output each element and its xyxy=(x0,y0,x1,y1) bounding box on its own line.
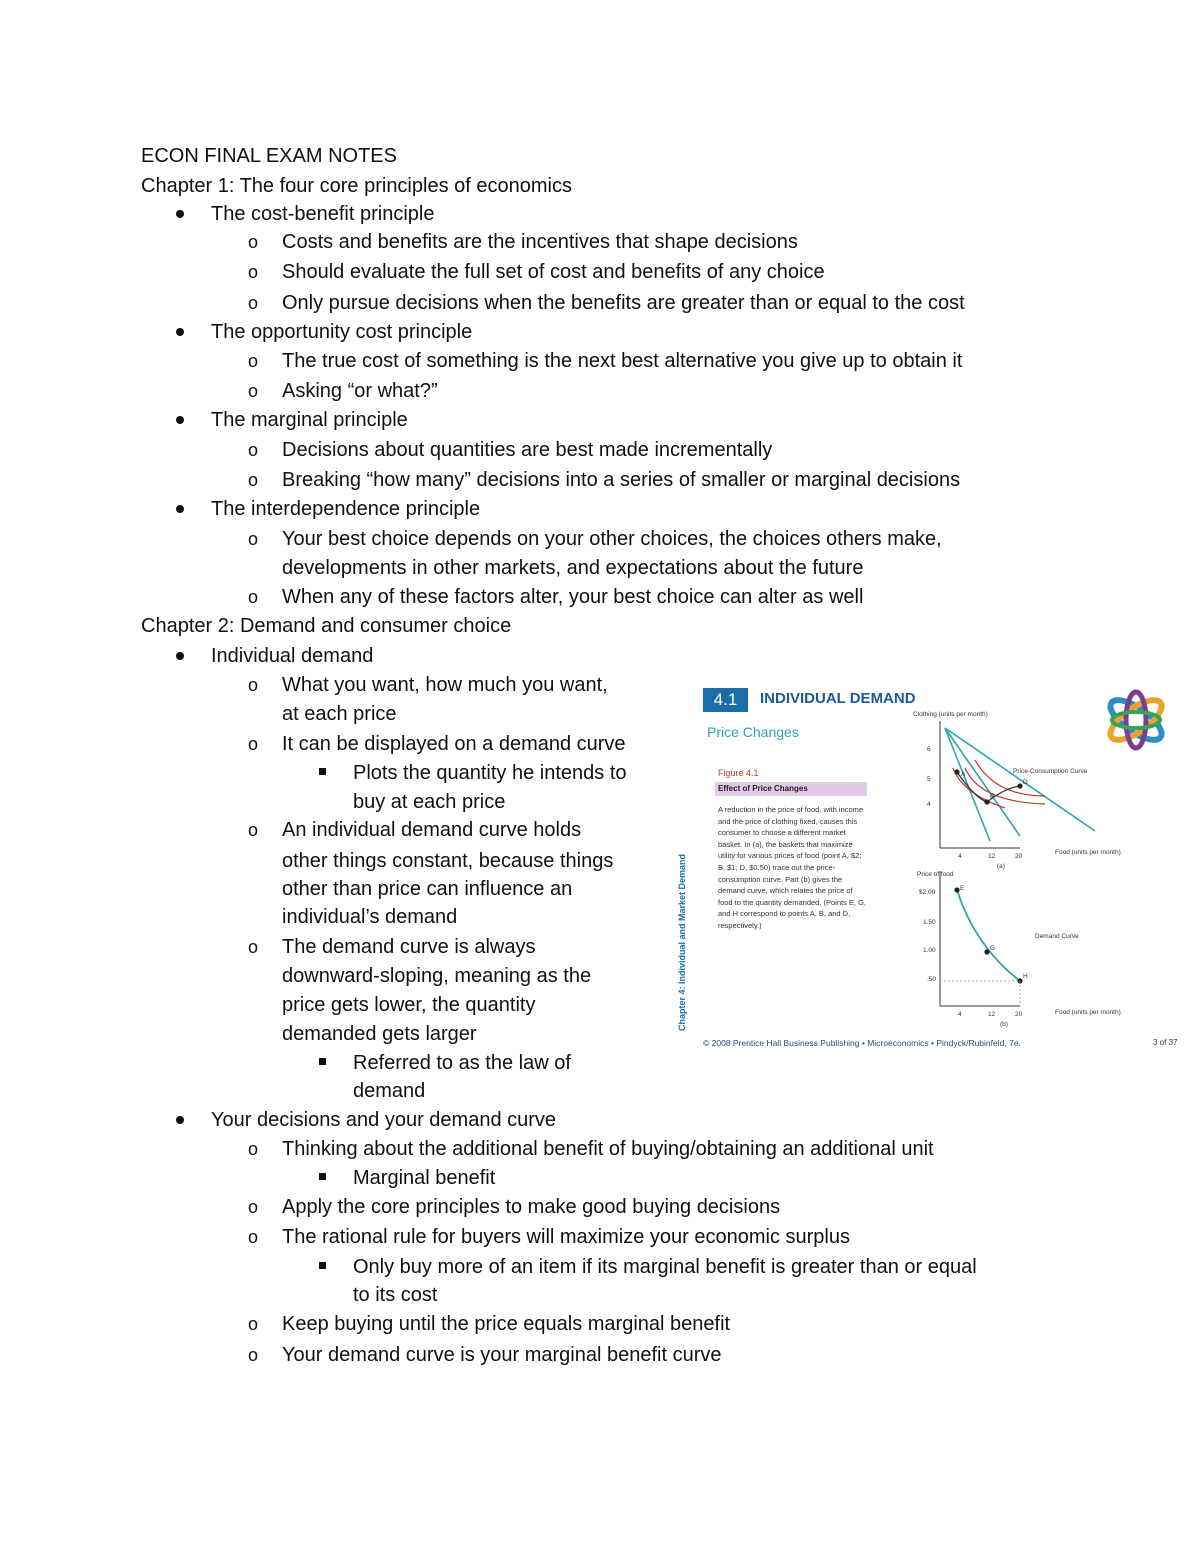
slide-page-number: 3 of 37 xyxy=(1153,1038,1178,1047)
bottom-x-tick: 20 xyxy=(1015,1011,1023,1018)
circle-bullet-icon: o xyxy=(248,232,259,252)
list-item: Your demand curve is your marginal benefit curve xyxy=(282,1344,722,1366)
list-item: When any of these factors alter, your best choice can alter as well xyxy=(282,586,864,608)
bullet-icon xyxy=(176,1116,184,1124)
list-item: Costs and benefits are the incentives that shape decisions xyxy=(282,231,798,253)
slide-title: INDIVIDUAL DEMAND xyxy=(760,690,916,707)
bottom-y-tick: 1.00 xyxy=(923,947,936,954)
circle-bullet-icon: o xyxy=(248,820,259,840)
figure-title: Effect of Price Changes xyxy=(715,782,867,796)
point-b-label: B xyxy=(990,793,995,800)
list-item: Your decisions and your demand curve xyxy=(211,1109,557,1131)
figure-caption: A reduction in the price of food, with income and the price of clothing fixed, causes this consumer to choose a different market basket. In (a), the baskets that maximize utility for various prices of food (point A, $2; B, $1; D, $0.50) trace out the price-consumption curve. Part (b) gives the demand curve, which relates the price of food to the quantity demanded. (Points E, G, and H correspond to points A, B, and D, respectively.) xyxy=(718,805,867,930)
circle-bullet-icon: o xyxy=(248,1139,259,1159)
list-item: The marginal principle xyxy=(211,409,408,431)
circle-bullet-icon: o xyxy=(248,1197,259,1217)
list-item: The rational rule for buyers will maximize your economic surplus xyxy=(282,1226,850,1248)
bottom-y-tick: $2.00 xyxy=(919,889,936,896)
list-item: Should evaluate the full set of cost and benefits of any choice xyxy=(282,261,825,283)
square-bullet-icon xyxy=(319,768,326,775)
list-item: The true cost of something is the next best alternative you give up to obtain it xyxy=(282,350,963,372)
bottom-y-tick: .50 xyxy=(927,976,937,983)
panel-a-label: (a) xyxy=(997,863,1005,870)
circle-bullet-icon: o xyxy=(248,937,259,957)
list-item: Thinking about the additional benefit of buying/obtaining an additional unit xyxy=(282,1138,934,1160)
bottom-x-tick: 12 xyxy=(988,1011,996,1018)
circle-bullet-icon: o xyxy=(248,351,259,371)
circle-bullet-icon: o xyxy=(248,470,259,490)
list-item: other things constant, because things xyxy=(282,850,614,872)
list-item: buy at each price xyxy=(353,791,506,813)
list-item: An individual demand curve holds xyxy=(282,819,582,841)
top-y-tick: 6 xyxy=(927,746,931,753)
list-item: Breaking “how many” decisions into a series of smaller or marginal decisions xyxy=(282,469,961,491)
bullet-icon xyxy=(176,652,184,660)
list-item: The cost-benefit principle xyxy=(211,203,435,225)
list-item: What you want, how much you want, xyxy=(282,674,608,696)
slide-number-badge: 4.1 xyxy=(703,688,748,712)
bullet-icon xyxy=(176,505,184,513)
list-item: Only buy more of an item if its marginal benefit is greater than or equal xyxy=(353,1256,977,1278)
list-item: The opportunity cost principle xyxy=(211,321,473,343)
top-y-tick: 5 xyxy=(927,776,931,783)
circle-bullet-icon: o xyxy=(248,381,259,401)
pcc-label: Price-Consumption Curve xyxy=(1013,768,1088,775)
bottom-x-axis-label: Food (units per month) xyxy=(1055,1009,1121,1016)
point-d-label: D xyxy=(1023,779,1028,786)
list-item: Marginal benefit xyxy=(353,1167,496,1189)
top-x-tick: 4 xyxy=(958,853,962,860)
top-x-tick: 12 xyxy=(988,853,996,860)
list-item: Your best choice depends on your other choices, the choices others make, xyxy=(282,528,942,550)
top-y-axis-label: Clothing (units per month) xyxy=(913,711,988,718)
chapter-1-heading: Chapter 1: The four core principles of economics xyxy=(141,175,572,197)
demand-curve-label: Demand Curve xyxy=(1035,933,1079,940)
circle-bullet-icon: o xyxy=(248,1314,259,1334)
figure-label: Figure 4.1 xyxy=(718,768,759,778)
bottom-y-axis-label: Price of food xyxy=(917,871,954,878)
list-item: demanded gets larger xyxy=(282,1023,477,1045)
point-h-label: H xyxy=(1023,973,1028,980)
circle-bullet-icon: o xyxy=(248,587,259,607)
bullet-icon xyxy=(176,328,184,336)
circle-bullet-icon: o xyxy=(248,1227,259,1247)
bottom-x-tick: 4 xyxy=(958,1011,962,1018)
bottom-y-tick: 1.50 xyxy=(923,919,936,926)
slide-subtitle: Price Changes xyxy=(707,724,799,740)
square-bullet-icon xyxy=(319,1262,326,1269)
circle-bullet-icon: o xyxy=(248,675,259,695)
list-item: demand xyxy=(353,1080,426,1102)
circle-bullet-icon: o xyxy=(248,734,259,754)
list-item: Decisions about quantities are best made incrementally xyxy=(282,439,773,461)
lecture-slide-figure xyxy=(675,676,1180,1060)
point-g-label: G xyxy=(990,945,996,952)
bullet-icon xyxy=(176,210,184,218)
doc-title: ECON FINAL EXAM NOTES xyxy=(141,145,397,167)
bullet-icon xyxy=(176,416,184,424)
circle-bullet-icon: o xyxy=(248,1345,259,1365)
circle-bullet-icon: o xyxy=(248,262,259,282)
top-x-tick: 20 xyxy=(1015,853,1023,860)
slide-footer: © 2008 Prentice Hall Business Publishing • Microeconomics • Pindyck/Rubinfeld, 7e. xyxy=(703,1038,1021,1048)
top-y-tick: 4 xyxy=(927,801,931,808)
circle-bullet-icon: o xyxy=(248,293,259,313)
list-item: Referred to as the law of xyxy=(353,1052,571,1074)
list-item: Apply the core principles to make good buying decisions xyxy=(282,1196,781,1218)
chapter-vertical-label: Chapter 4: Individual and Market Demand xyxy=(677,853,687,1031)
list-item: individual’s demand xyxy=(282,906,458,928)
point-e-label: E xyxy=(960,885,965,892)
list-item: to its cost xyxy=(353,1284,438,1306)
panel-b-label: (b) xyxy=(1000,1021,1008,1028)
list-item: Individual demand xyxy=(211,645,374,667)
point-a-label: A xyxy=(961,771,966,778)
list-item: Only pursue decisions when the benefits are greater than or equal to the cost xyxy=(282,292,965,314)
top-x-axis-label: Food (units per month) xyxy=(1055,849,1121,856)
list-item: at each price xyxy=(282,703,397,725)
list-item: other than price can influence an xyxy=(282,878,573,900)
circle-bullet-icon: o xyxy=(248,440,259,460)
list-item: Keep buying until the price equals marginal benefit xyxy=(282,1313,731,1335)
list-item: The demand curve is always xyxy=(282,936,536,958)
list-item: Plots the quantity he intends to xyxy=(353,762,627,784)
list-item: developments in other markets, and expectations about the future xyxy=(282,557,864,579)
list-item: price gets lower, the quantity xyxy=(282,994,536,1016)
list-item: It can be displayed on a demand curve xyxy=(282,733,626,755)
list-item: Asking “or what?” xyxy=(282,380,438,402)
chapter-2-heading: Chapter 2: Demand and consumer choice xyxy=(141,615,512,637)
demand-plot xyxy=(675,676,1180,1060)
circle-bullet-icon: o xyxy=(248,529,259,549)
square-bullet-icon xyxy=(319,1173,326,1180)
list-item: downward-sloping, meaning as the xyxy=(282,965,592,987)
square-bullet-icon xyxy=(319,1058,326,1065)
list-item: The interdependence principle xyxy=(211,498,481,520)
